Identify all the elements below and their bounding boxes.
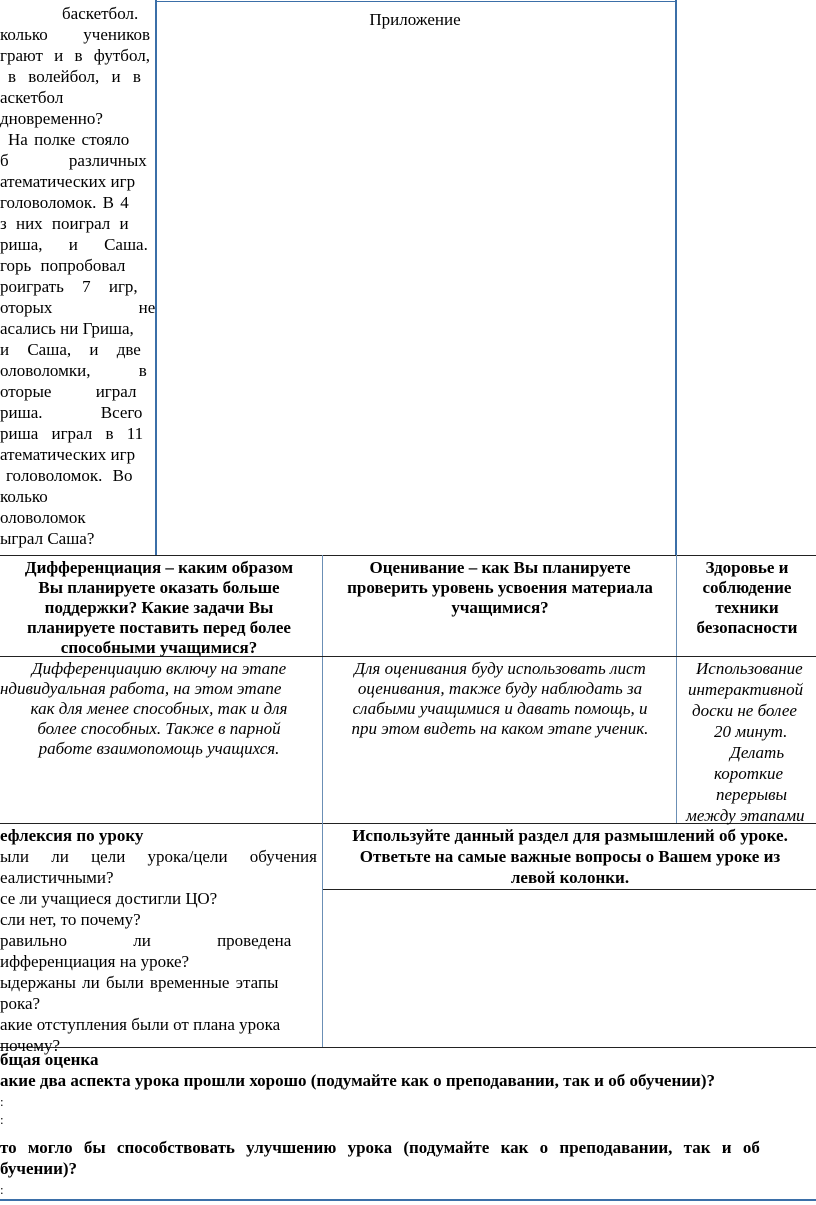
- task-text-column: [0, 0, 156, 555]
- task-line: головоломок. Во: [6, 466, 133, 485]
- answer-marker: :: [0, 1182, 4, 1197]
- overall-question-2: то могло бы способствовать улучшению урока (подумайте как о преподавании, так и об: [0, 1138, 760, 1157]
- table-border-left-col-right: [155, 0, 157, 555]
- task-line: грают и в футбол,: [0, 46, 150, 65]
- answer-marker: :: [0, 1112, 4, 1127]
- task-line: атематических игр: [0, 172, 136, 191]
- overall-question-1: акие два аспекта урока прошли хорошо (подумайте как о преподавании, так и об обучении)?: [0, 1071, 716, 1090]
- task-line: головоломок. В 4: [0, 193, 129, 212]
- task-line: риша играл в 11: [0, 424, 144, 443]
- task-line: колько учеников: [0, 25, 150, 44]
- task-line: асались ни Гриша,: [0, 319, 134, 338]
- task-line: оловоломок: [0, 508, 86, 527]
- row-divider-5: [0, 1047, 816, 1048]
- task-line: баскетбол.: [62, 4, 139, 23]
- answer-marker: :: [0, 1094, 4, 1109]
- task-line: риша. Всего: [0, 403, 143, 422]
- overall-question-2-cont: бучении)?: [0, 1159, 78, 1178]
- task-line: и Саша, и две: [0, 340, 141, 359]
- col-divider-c: [322, 823, 323, 1047]
- task-line: б различных: [0, 151, 147, 170]
- row-divider-top-section: [155, 1, 677, 2]
- task-line: аскетбол: [0, 88, 64, 107]
- task-line: На полке стояло: [8, 130, 130, 149]
- task-line: оторые играл: [0, 382, 137, 401]
- task-line: риша, и Саша.: [0, 235, 148, 254]
- reflection-title: ефлексия по уроку: [0, 826, 144, 845]
- row-divider-bottom: [0, 1199, 816, 1201]
- table-border-right-col: [675, 0, 677, 555]
- row-divider-4: [323, 889, 816, 890]
- task-line: оторых не: [0, 298, 156, 317]
- appendix-label: Приложение: [369, 10, 461, 29]
- col-divider-b: [676, 555, 677, 823]
- col-divider-a: [322, 555, 323, 823]
- task-line: в волейбол, и в: [8, 67, 141, 86]
- task-line: з них поиграл и: [0, 214, 129, 233]
- overall-title: бщая оценка: [0, 1050, 99, 1069]
- task-line: дновременно?: [0, 109, 103, 128]
- task-line: оловоломки, в: [0, 361, 147, 380]
- task-line: роиграть 7 игр,: [0, 277, 138, 296]
- task-line: горь попробовал: [0, 256, 126, 275]
- task-line: колько: [0, 487, 48, 506]
- task-line: атематических игр: [0, 445, 136, 464]
- row-divider-1: [0, 555, 816, 556]
- task-line: ыграл Саша?: [0, 529, 95, 548]
